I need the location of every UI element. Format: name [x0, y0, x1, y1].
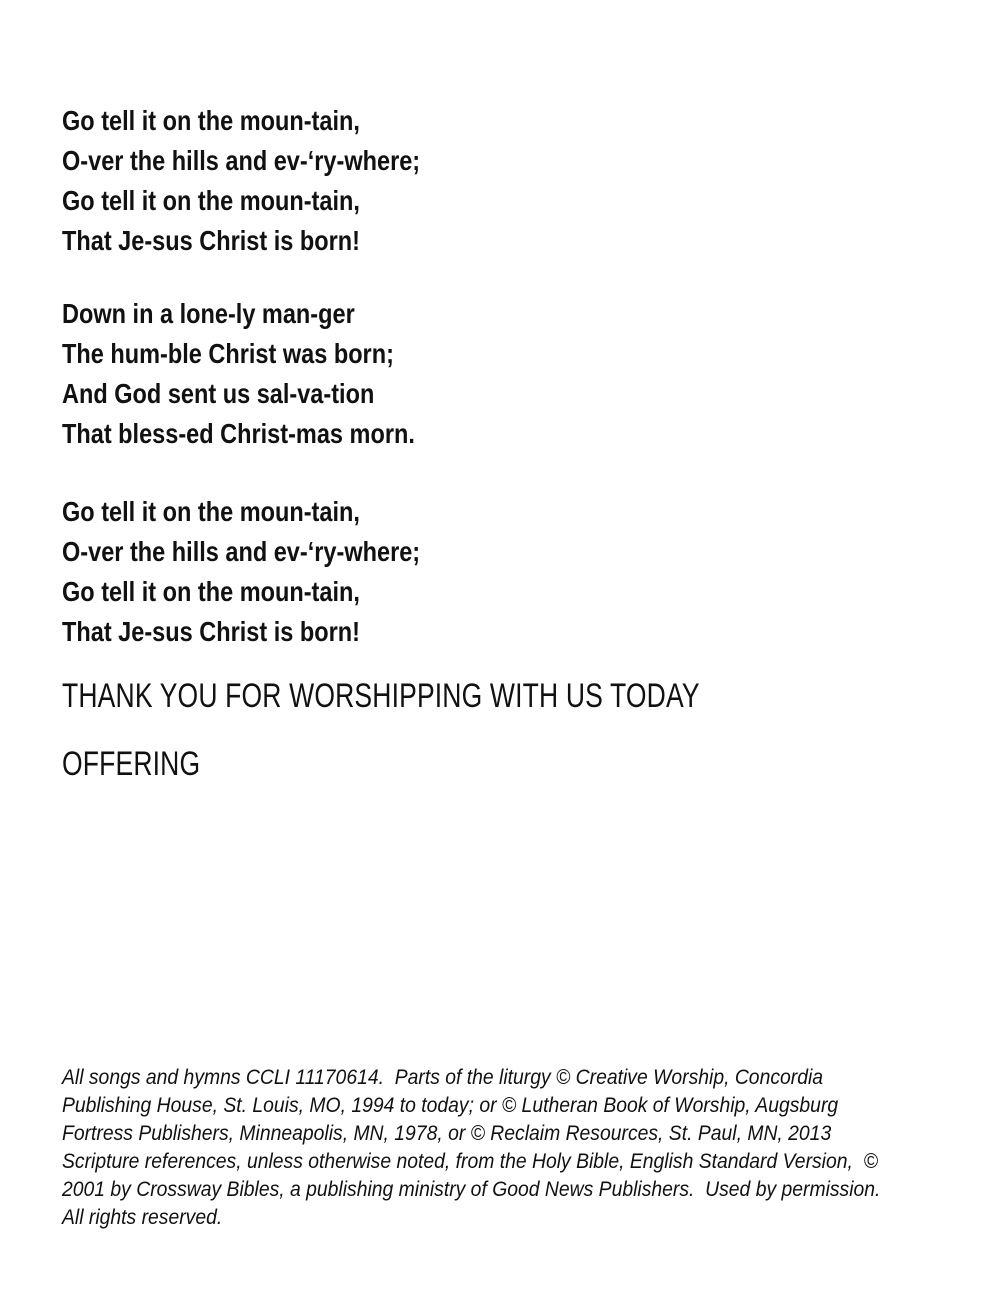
hymn-line: The hum-ble Christ was born; [62, 338, 394, 369]
hymn-stanza-verse [62, 294, 415, 454]
copyright-line: Scripture references, unless otherwise noted, from the Holy Bible, English Standard Version, © [62, 1149, 878, 1173]
hymn-line: Go tell it on the moun-tain, [62, 576, 360, 607]
hymn-line: That bless-ed Christ-mas morn. [62, 418, 415, 449]
copyright-notice [62, 1063, 880, 1231]
copyright-line: All songs and hymns CCLI 11170614. Parts of the liturgy © Creative Worship, Concordia [62, 1065, 824, 1089]
hymn-line: And God sent us sal-va-tion [62, 378, 375, 409]
hymn-line: That Je-sus Christ is born! [62, 616, 360, 647]
hymn-stanza-refrain-2 [62, 492, 420, 652]
hymn-line: Down in a lone-ly man-ger [62, 298, 355, 329]
hymn-line: Go tell it on the moun-tain, [62, 496, 360, 527]
hymn-line: Go tell it on the moun-tain, [62, 105, 360, 136]
thank-you-line: THANK YOU FOR WORSHIPPING WITH US TODAY [62, 677, 700, 715]
hymn-line: O-ver the hills and ev-‘ry-where; [62, 145, 421, 176]
copyright-line: 2001 by Crossway Bibles, a publishing ministry of Good News Publishers. Used by permission. [62, 1177, 881, 1201]
offering-heading: OFFERING [62, 745, 201, 783]
copyright-line: Publishing House, St. Louis, MO, 1994 to today; or © Lutheran Book of Worship, Augsburg [62, 1093, 839, 1117]
copyright-line: Fortress Publishers, Minneapolis, MN, 1978, or © Reclaim Resources, St. Paul, MN, 2013 [62, 1121, 832, 1145]
hymn-line: That Je-sus Christ is born! [62, 225, 360, 256]
hymn-line: Go tell it on the moun-tain, [62, 185, 360, 216]
copyright-line: All rights reserved. [62, 1205, 223, 1229]
hymn-stanza-refrain-1 [62, 101, 420, 261]
hymn-line: O-ver the hills and ev-‘ry-where; [62, 536, 421, 567]
